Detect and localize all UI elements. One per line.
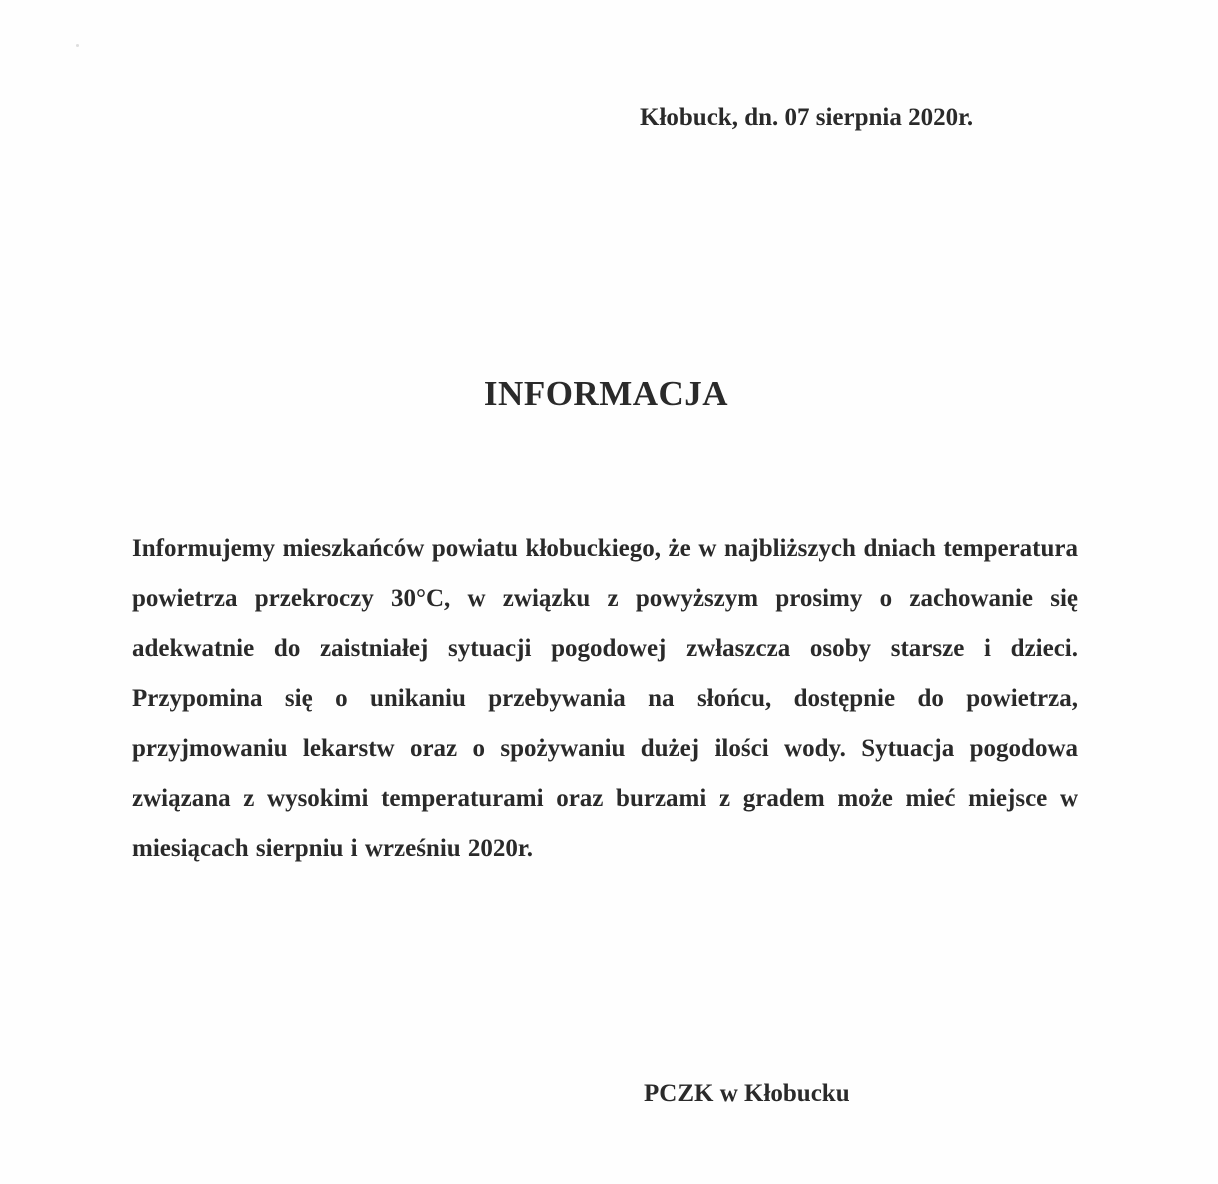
scan-dust-mark <box>76 44 79 47</box>
signature: PCZK w Kłobucku <box>644 1080 850 1107</box>
place-and-date: Kłobuck, dn. 07 sierpnia 2020r. <box>640 104 974 131</box>
document-title: INFORMACJA <box>483 374 729 413</box>
body-paragraph: Informujemy mieszkańców powiatu kłobuckiego, że w najbliższych dniach temperatura powietrza przekroczy 30°C, w związku z powyższym prosimy o zachowanie się adekwatnie do zaistniałej sytuacji pogodowej zwłaszcza osoby starsze i dzieci. Przypomina się o unikaniu przebywania na słońcu, dostępnie do powietrza, przyjmowaniu lekarstw oraz o spożywaniu dużej ilości wody. Sytuacja pogodowa związana z wysokimi temperaturami oraz burzami z gradem może mieć miejsce w miesiącach sierpniu i wrześniu 2020r. <box>132 535 1078 862</box>
